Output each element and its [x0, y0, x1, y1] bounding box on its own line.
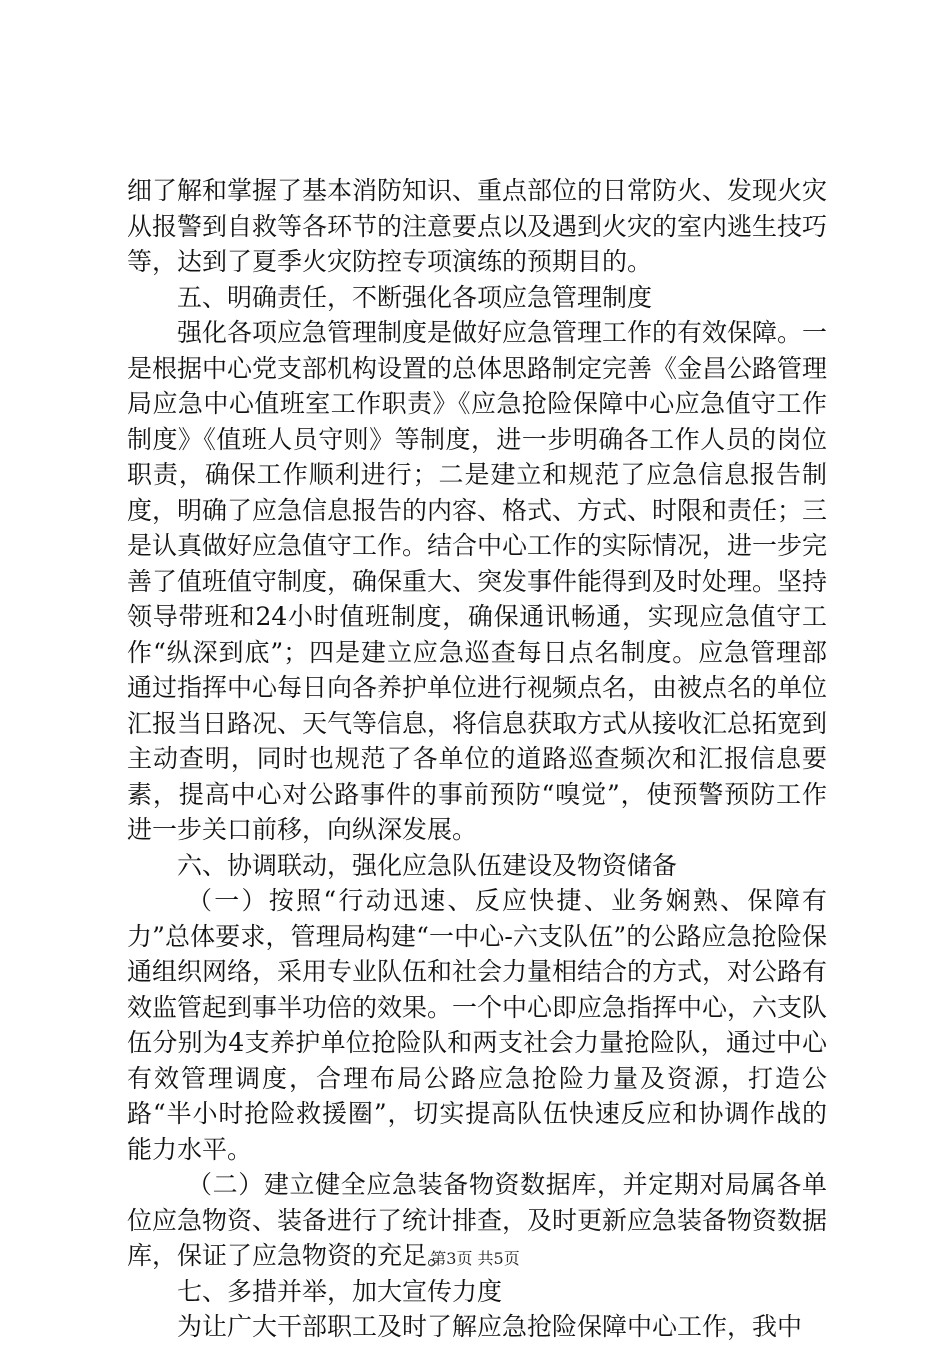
paragraph-subsection-1: （一）按照“行动迅速、反应快捷、业务娴熟、保障有力”总体要求，管理局构建“一中心-六支队伍”的公路应急抢险保通组织网络，采用专业队伍和社会力量相结合的方式，对公路有效监管起到事半功倍的效果。一个中心即应急指挥中心，六支队伍分别为4支养护单位抢险队和两支社会力量抢险队，通过中心有效管理调度，合理布局公路应急抢险力量及资源，打造公路“半小时抢险救援圈”，切实提高队伍快速反应和协调作战的能力水平。: [127, 886, 828, 1164]
section-heading-6: 六、协调联动，强化应急队伍建设及物资储备: [177, 850, 678, 880]
document-body: [127, 173, 827, 1345]
paragraph-management-system: 强化各项应急管理制度是做好应急管理工作的有效保障。一是根据中心党支部机构设置的总体思路制定完善《金昌公路管理局应急中心值班室工作职责》《应急抢险保障中心应急值守工作制度》《值班人员守则》等制度，进一步明确各工作人员的岗位职责，确保工作顺利进行；二是建立和规范了应急信息报告制度，明确了应急信息报告的内容、格式、方式、时限和责任；三是认真做好应急值守工作。结合中心工作的实际情况，进一步完善了值班值守制度，确保重大、突发事件能得到及时处理。坚持领导带班和24小时值班制度，确保通讯畅通，实现应急值守工作“纵深到底”；四是建立应急巡查每日点名制度。应急管理部通过指挥中心每日向各养护单位进行视频点名，由被点名的单位汇报当日路况、天气等信息，将信息获取方式从接收汇总拓宽到主动查明，同时也规范了各单位的道路巡查频次和汇报信息要素，提高中心对公路事件的事前预防“嗅觉”，使预警预防工作进一步关口前移，向纵深发展。: [127, 318, 828, 844]
paragraph-fire-drill-continuation: 细了解和掌握了基本消防知识、重点部位的日常防火、发现火灾从报警到自救等各环节的注意要点以及遇到火灾的室内逃生技巧等，达到了夏季火灾防控专项演练的预期目的。: [127, 176, 828, 276]
section-heading-5: 五、明确责任，不断强化各项应急管理制度: [177, 282, 653, 312]
paragraph-subsection-2: （二）建立健全应急装备物资数据库，并定期对局属各单位应急物资、装备进行了统计排查，及时更新应急装备物资数据库，保证了应急物资的充足。: [127, 1170, 828, 1270]
section-heading-7: 七、多措并举，加大宣传力度: [177, 1276, 503, 1306]
page-footer: [0, 1246, 950, 1269]
paragraph-publicity: 为让广大干部职工及时了解应急抢险保障中心工作，我中: [177, 1312, 803, 1341]
page-number: 第3页 共5页: [430, 1249, 520, 1268]
